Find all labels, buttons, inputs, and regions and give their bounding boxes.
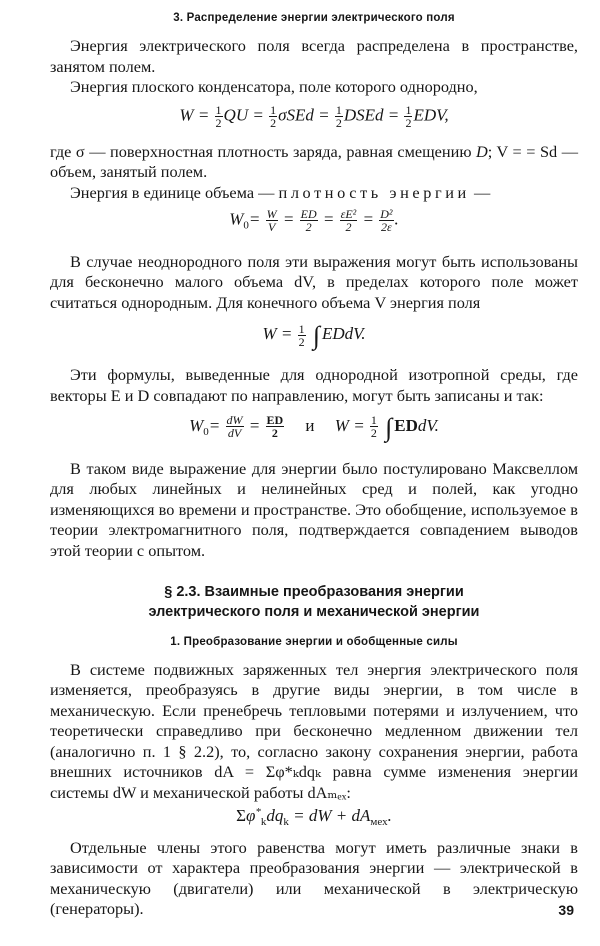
paragraph-definitions: где σ — поверхностная плотность заряда, равная смещению D; V = = Sd — объем, занятый полем. (50, 141, 578, 182)
fraction: $\frac{dW}{dV}$ (226, 413, 243, 441)
equation-integral-energy: W = $\frac{1}{2}$ ∫ EDdV. (262, 321, 366, 351)
equation-energy-density: $W_0=$ $\frac{W}{V}$ = $\frac{ED}{2}$ = $\frac{\text{εE²}}{2}$ = $\frac{\text{D²}}{2\varepsilon}$ . (229, 206, 399, 234)
integral-sign: ∫ (312, 321, 320, 351)
fraction: $\frac{\text{εE²}}{2}$ (340, 206, 357, 234)
fraction-half: $\frac{1}{2}$ (405, 102, 412, 130)
subsection-title: 1. Преобразование энергии и обобщенные силы (170, 635, 458, 648)
equation-energy-balance: $\Sigma\varphi^*_kdq_k$ = dW + $dA_{мех}$. (236, 805, 392, 828)
emphasis-spaced: плотность энергии (278, 182, 470, 202)
fraction-half: $\frac{1}{2}$ (270, 102, 277, 130)
integral-sign: ∫ (385, 412, 393, 442)
paragraph-vectors: Эти формулы, выведенные для однородной изотропной среды, где векторы E и D совпадают по направлению, могут быть записаны и так: (50, 365, 578, 405)
eq-term: QU = (223, 105, 264, 125)
fraction: $\frac{\text{D²}}{2\varepsilon}$ (380, 206, 393, 234)
paragraph-maxwell: В таком виде выражение для энергии было постулировано Максвеллом для любых линейных и нелинейных сред и полей, как угодно изменяющихся во времени и пространстве. Это обобщение, используемое в теории электромагнитного поля, подтверждается совпадением выводов этой теории с опытом. (50, 458, 578, 560)
section-title: 3. Распределение энергии электрического поля (173, 12, 455, 24)
paragraph-signs: Отдельные члены этого равенства могут иметь различные знаки в зависимости от характера преобразования энергии — электрической в механическую (двигатели) или механической в электрическую (генераторы). (50, 837, 578, 919)
equation-capacitor-energy (50, 104, 578, 138)
equation-vector-form: $W_0=$ $\frac{dW}{dV}$ = $\frac{ED}{2}$ и W = $\frac{1}{2}$ ∫ EDdV. (189, 412, 439, 442)
paragraph-energy-density: Энергия в единице объема — плотность энергии — (70, 182, 491, 202)
fraction-half: $\frac{1}{2}$ (370, 413, 377, 441)
fraction: $\frac{ED}{2}$ (266, 413, 284, 441)
eq-term: EDV, (413, 105, 449, 125)
eq-lhs: W = (179, 105, 210, 125)
paragraph-nonuniform: В случае неоднородного поля эти выражения могут быть использованы для бесконечно малого объема dV, в пределах которого поле может считаться однородным. Для конечного объема V энергия поля (50, 251, 578, 312)
page-number: 39 (558, 902, 574, 918)
fraction: $\frac{ED}{2}$ (300, 206, 317, 234)
fraction-half: $\frac{1}{2}$ (335, 102, 342, 130)
paragraph-capacitor: Энергия плоского конденсатора, поле которого однородно, (70, 77, 478, 97)
eq-term: DSEd = (343, 105, 400, 125)
section-heading-line1: § 2.3. Взаимные преобразования энергии (164, 583, 464, 600)
section-heading (50, 582, 578, 622)
paragraph-conservation: В системе подвижных заряженных тел энергия электрического поля изменяется, преобразуясь в другие виды энергии, в том числе в механическую. Если пренебречь тепловыми потерями и излучением, что теоретически справедливо при бесконечно медленном движении тел (аналогично п. 1 § 2.2), то, согласно закону сохранения энергии, работа внешних источников dA = Σφ*ₖdqₖ равна сумме изменения энергии системы dW и механической работы dAₘₑₓ: (50, 659, 578, 803)
paragraph-intro: Энергия электрического поля всегда распределена в пространстве, занятом полем. (50, 36, 578, 76)
eq-term: σSEd = (278, 105, 330, 125)
fraction-half: $\frac{1}{2}$ (215, 102, 222, 130)
fraction-half: $\frac{1}{2}$ (298, 321, 305, 349)
fraction: $\frac{W}{V}$ (266, 206, 277, 234)
section-heading-line2: электрического поля и механической энергии (148, 603, 480, 620)
